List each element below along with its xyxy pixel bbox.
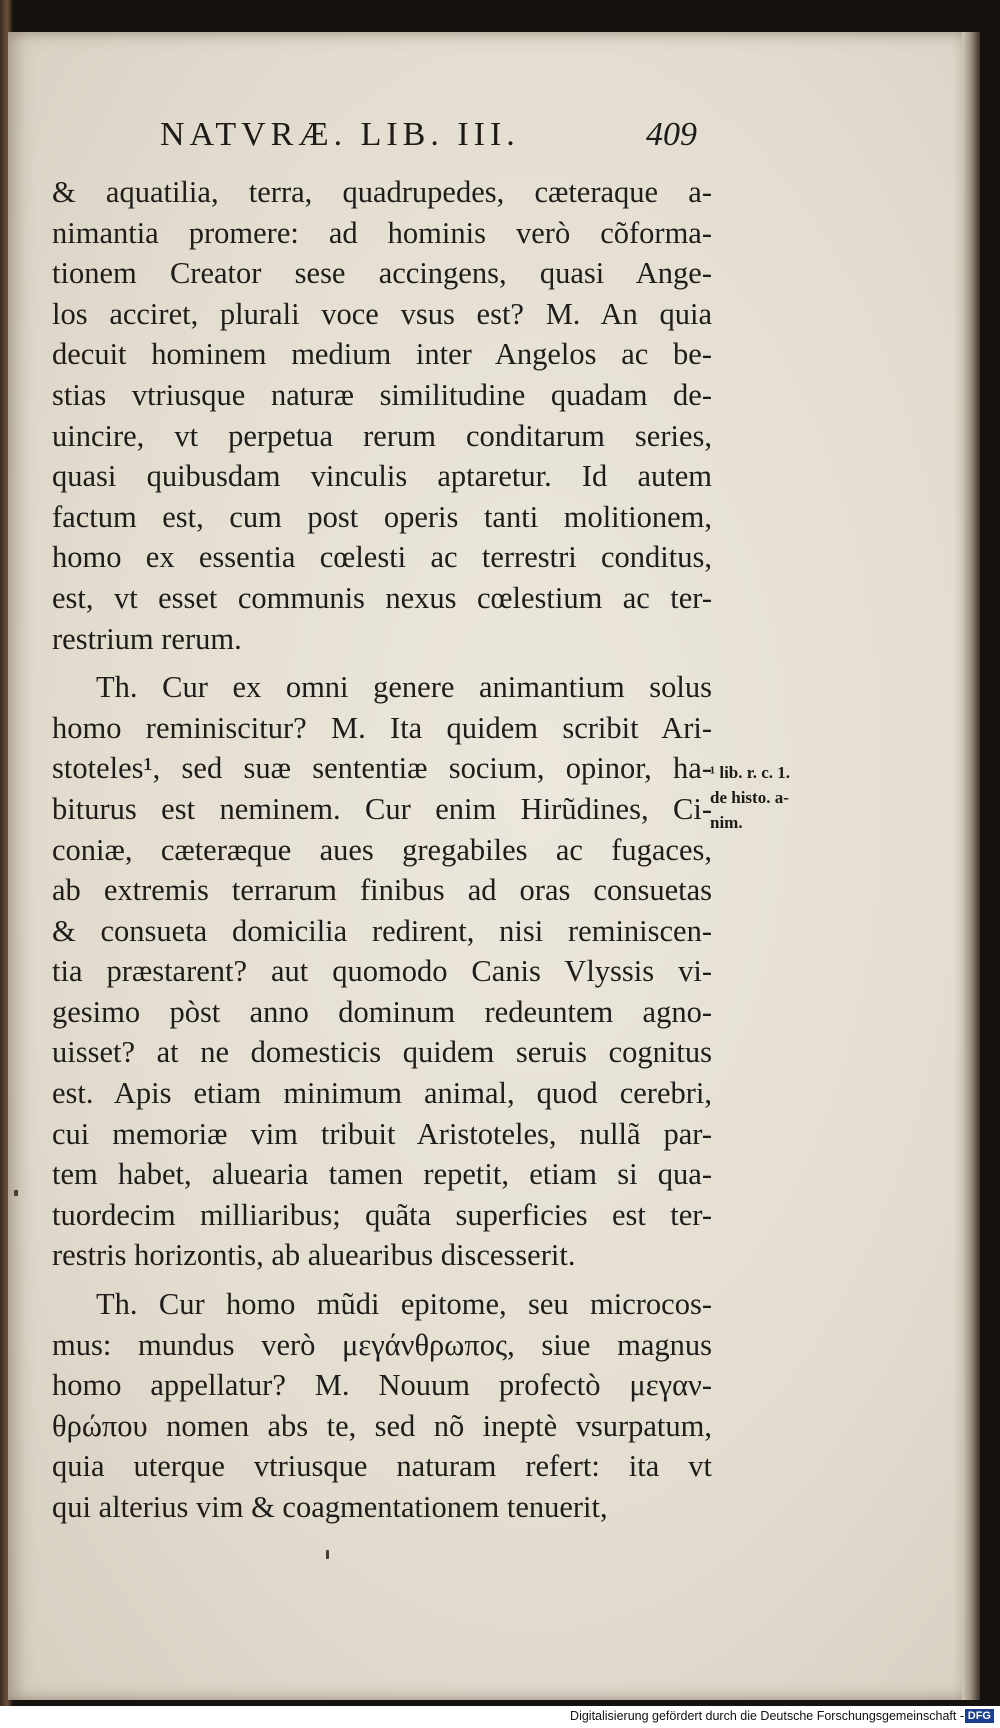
paragraph-gap xyxy=(52,1276,712,1284)
text-line: tuordecim milliaribus; quãta superficies est ter- xyxy=(52,1197,712,1232)
text-line: tem habet, aluearia tamen repetit, etiam si qua- xyxy=(52,1157,712,1192)
margin-note xyxy=(710,760,830,835)
text-line: Th. Cur ex omni genere animantium solus xyxy=(96,670,712,705)
margin-note-line: ¹ lib. r. c. 1. xyxy=(710,763,791,782)
text-line: uincire, vt perpetua rerum conditarum series, xyxy=(52,418,712,453)
page-edge xyxy=(962,32,980,1700)
margin-note-line: nim. xyxy=(710,813,743,832)
text-line: quia uterque vtriusque naturam refert: ita vt xyxy=(52,1449,712,1484)
dfg-logo: DFG xyxy=(965,1709,994,1723)
text-line: decuit hominem medium inter Angelos ac be- xyxy=(52,337,712,372)
page-number: 409 xyxy=(646,116,697,153)
text-line: restrium rerum. xyxy=(52,621,242,656)
paragraph-gap xyxy=(52,659,712,667)
text-line: homo ex essentia cœlesti ac terrestri conditus, xyxy=(52,540,712,575)
text-line: stias vtriusque naturæ similitudine quadam de- xyxy=(52,377,712,412)
text-line: biturus est neminem. Cur enim Hirũdines, Ci- xyxy=(52,791,712,826)
text-line: ab extremis terrarum finibus ad oras consuetas xyxy=(52,873,712,908)
text-line: quasi quibusdam vinculis aptaretur. Id autem xyxy=(52,459,712,494)
text-line: tionem Creator sese accingens, quasi Ange- xyxy=(52,256,712,291)
text-line: homo appellatur? M. Nouum profectò μεγαν- xyxy=(52,1368,712,1403)
body-text xyxy=(52,172,712,1528)
text-line: factum est, cum post operis tanti molitionem, xyxy=(52,499,712,534)
text-line: uisset? at ne domesticis quidem seruis cognitus xyxy=(52,1035,712,1070)
text-line: nimantia promere: ad hominis verò cõforma- xyxy=(52,215,712,250)
text-line: est. Apis etiam minimum animal, quod cerebri, xyxy=(52,1076,712,1111)
text-line: restris horizontis, ab aluearibus discesserit. xyxy=(52,1238,576,1273)
text-line: θρώπου nomen abs te, sed nõ ineptè vsurpatum, xyxy=(52,1408,712,1443)
text-line: & consueta domicilia redirent, nisi reminiscen- xyxy=(52,913,712,948)
footer-bar xyxy=(0,1706,1000,1728)
text-line: qui alterius vim & coagmentationem tenuerit, xyxy=(52,1490,608,1524)
text-line: gesimo pòst anno dominum redeuntem agno- xyxy=(52,994,712,1029)
text-line: los acciret, plurali voce vsus est? M. An quia xyxy=(52,296,712,331)
text-line: est, vt esset communis nexus cœlestium ac ter- xyxy=(52,580,712,615)
text-line: Th. Cur homo mũdi epitome, seu microcos- xyxy=(96,1287,712,1322)
ink-speck xyxy=(326,1550,329,1559)
text-line: cui memoriæ vim tribuit Aristoteles, nullã par- xyxy=(52,1116,712,1151)
text-line: mus: mundus verò μεγάνθρωπος, siue magnus xyxy=(52,1327,712,1362)
margin-note-line: de histo. a- xyxy=(710,788,789,807)
text-line: homo reminiscitur? M. Ita quidem scribit Ari- xyxy=(52,710,712,745)
text-line: coniæ, cæteræque aues gregabiles ac fugaces, xyxy=(52,832,712,867)
text-line: & aquatilia, terra, quadrupedes, cæteraque a- xyxy=(52,175,712,209)
running-title: NATVRÆ. LIB. III. xyxy=(160,116,520,153)
text-line: stoteles¹, sed suæ sententiæ socium, opinor, ha- xyxy=(52,751,712,786)
funding-credit: Digitalisierung gefördert durch die Deutsche Forschungsgemeinschaft - xyxy=(570,1709,964,1723)
ink-speck xyxy=(14,1190,18,1196)
text-line: tia præstarent? aut quomodo Canis Vlyssis vi- xyxy=(52,954,712,989)
